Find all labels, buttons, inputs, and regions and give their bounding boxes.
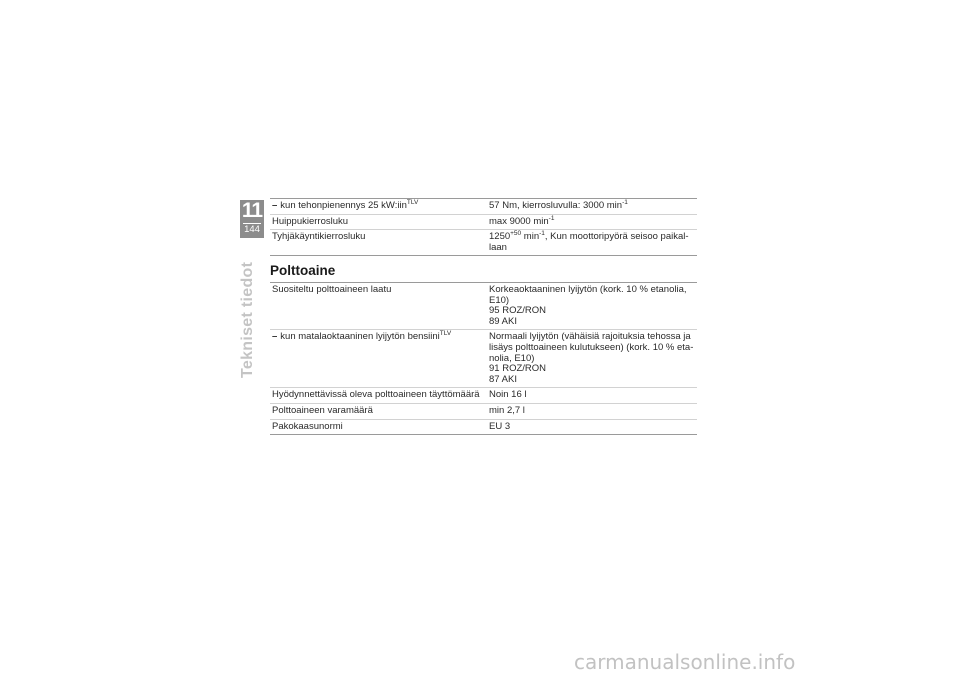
spec-label: Suositeltu polttoaineen laatu (270, 283, 486, 330)
dash-marker: – (272, 200, 278, 211)
spec-label: Hyödynnettävissä oleva polttoaineen täyttömäärä (270, 388, 486, 404)
fuel-spec-table (270, 282, 697, 435)
spec-label: Polttoaineen varamäärä (270, 403, 486, 419)
table-row (270, 214, 697, 230)
dash-marker: – (272, 331, 278, 343)
spec-value: max 9000 $\min^{-1}$ (486, 214, 697, 230)
chapter-number: 11 (241, 199, 263, 222)
table-row (270, 199, 697, 215)
spec-value: EU 3 (486, 419, 697, 435)
spec-label: Pakokaasunormi (270, 419, 486, 435)
spec-label: – kun tehonpienennys 25 kW:iin$^{TLV}$ (270, 199, 486, 215)
table-row (270, 403, 697, 419)
spec-value: Korkeaoktaaninen lyijytön (kork. 10 % etanolia, E10) 95 ROZ/RON 89 AKI (486, 283, 697, 330)
table-row (270, 419, 697, 435)
spec-value: Normaali lyijytön (vähäisiä rajoituksia tehossa ja lisäys polttoaineen kulutukseen) (kork. 10 % eta- nolia, E10) 91 ROZ/RON 87 AKI (486, 330, 697, 388)
chapter-tab (240, 200, 264, 238)
table-row (270, 388, 697, 404)
spec-value: 57 Nm, kierrosluvulla: 3000 $\min^{-1}$ (486, 199, 697, 215)
table-row (270, 330, 697, 388)
spec-label: Tyhjäkäyntikierrosluku (270, 230, 486, 256)
spec-label: Huippukierrosluku (270, 214, 486, 230)
spec-label: – kun matalaoktaaninen lyijytön bensiini$^{TLV}$ (270, 330, 486, 388)
spec-value: min 2,7 l (486, 403, 697, 419)
spec-value: $1250^{+50}$ $\min^{-1}$, Kun moottoripyörä seisoo paikal- laan (486, 230, 697, 256)
watermark[interactable]: carmanualsonline.info (574, 650, 796, 674)
section-heading: Polttoaine (270, 263, 336, 278)
chapter-side-title: Tekniset tiedot (239, 261, 256, 378)
page-number: 144 (244, 224, 260, 235)
table-row (270, 230, 697, 256)
spec-value: Noin 16 l (486, 388, 697, 404)
table-row (270, 283, 697, 330)
engine-spec-table (270, 198, 697, 256)
